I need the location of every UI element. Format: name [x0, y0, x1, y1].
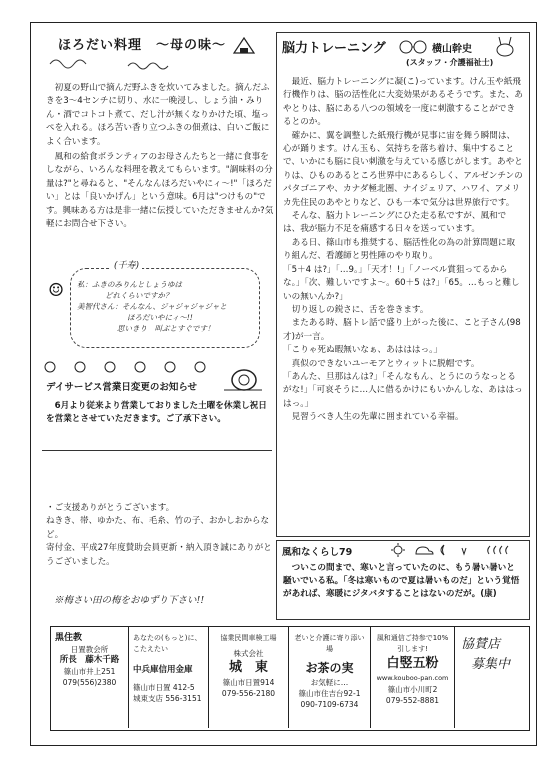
ad-ochanomi — [289, 627, 371, 728]
article-paragraph: ある日、篠山市も推奨する、脳活性化の為の計算問題に取り組んだ、看護師と男性陣のやり取り。 — [283, 237, 516, 262]
ad-line: 日置教会所 — [70, 645, 109, 654]
rabbit-icon — [492, 36, 518, 58]
ad-kurozumi — [51, 627, 129, 728]
onigiri-icon — [232, 36, 256, 56]
footer-handwritten: ※梅さい田の梅をおゆずり下さい!! — [54, 595, 205, 606]
article-paragraph: 見習うべき人生の先輩に囲まれている幸福。 — [283, 412, 464, 423]
note-line: 美智代さん：そんなん、ジャジャジャジャと — [77, 302, 227, 311]
left-title: ほろだい料理 ～母の味～ — [58, 38, 227, 53]
ad-shinkin — [129, 627, 209, 728]
ad-line: 篠山市小川町2 — [387, 685, 438, 694]
article-paragraph: またある時、脳トレ話で盛り上がった後に、こと子さん(98才)が一言。 — [283, 318, 521, 342]
author-name: 横山幹史 — [432, 44, 472, 55]
recipe-text: 初夏の野山で摘んだ野ふきを炊いてみました。摘んだふきを3～4センチに切り、水に一晩浸し、しょう油・みりん・酒でコトコト煮て、だし汁が無くなりかけた頃、塩っぺを入れる。ほろ苦い香り立つふきの佃煮は、白いご飯によく合います。 風和の給食ボランティアのお母さんたちと一緒に食事をしながら、いろんな料理を教えてもらいます。"調味料の分量は?"と尋ねると、"そんなんほろだいやにィ～!"「ほろだい」とは「良いかげん」という意味。6月は"つけもの"です。興味ある方は是非一緒に伝授していただきませんか?気軽にお問合せ下さい。 — [46, 82, 274, 231]
article-paragraph: 「あんた、旦那はんは?」「そんなもん、とうにのうなっとるがな!」「可哀そうに…人に借るかけにもいかんしな、あははっはっ。」 — [283, 371, 523, 409]
ad-recruit — [455, 627, 527, 728]
ad-line: 篠山市日置 412-5 — [133, 683, 195, 692]
handwritten-note — [70, 261, 260, 348]
article-paragraph: 切り返しの鋭さに、舌を巻きます。 — [283, 304, 429, 315]
snail-icon — [222, 364, 266, 394]
article-paragraph: 確かに、翼を調整した紙飛行機が見事に宙を舞う瞬間は、心が踊ります。けん玉も、気持ちを落ち着け、集中することで、いかにも脳に良い刺激を与えている感じがします。あやとりは、ひものあるところ世界中にあるらしく、アルゼンチンのパタゴニアや、カナダ極北圏、ナイジェリア、ハワイ、アメリカ先住民のあやとりなど、ひも一本で気分は世界旅行です。 — [283, 130, 523, 208]
ad-bakery — [371, 627, 455, 728]
ad-line: 老いと介護に寄り添い場 — [294, 634, 365, 653]
ad-line: 募集中 — [471, 657, 511, 672]
note-line: ほろだいやにィ～!! — [127, 313, 193, 322]
ad-line: 城東支店 556-3151 — [133, 694, 202, 703]
person-sketch-icon: ☺ — [48, 280, 65, 301]
ad-line: 協業民間車検工場 — [220, 634, 277, 642]
dayservice-text: 6月より従来より営業しておりました土曜を休業し祝日を営業とさせていただきます。ご了承下さい。 — [46, 401, 267, 425]
ad-line: 篠山市日置914 — [222, 678, 275, 687]
note-label: (千寿) — [111, 261, 142, 272]
ad-line: 中兵庫信用金庫 — [133, 665, 193, 675]
ad-line: 所長 藤木千路 — [59, 655, 120, 665]
ad-line: 風和通信ご持参で10%引します! — [376, 634, 449, 653]
ad-line: 090-7109-6734 — [300, 700, 359, 709]
ad-joto — [209, 627, 289, 728]
ad-line: 株式会社 — [233, 649, 264, 658]
ad-line: あなたの(もっと)に、こたえたい — [133, 634, 202, 653]
right-title: 脳力トレーニング — [282, 41, 386, 56]
ad-line: 城 東 — [228, 660, 268, 675]
volunteer-text: 風和の給食ボランティアのお母さんたちと一緒に食事をしながら、いろんな料理を教えてもらいます。"調味料の分量は?"と尋ねると、"そんなんほろだいやにィ～!"「ほろだい」とは「良いかげん」という意味。6月は"つけもの"です。興味ある方は是非一緒に伝授していただきませんか?気軽にお問合せ下さい。 — [46, 152, 274, 230]
article-paragraph: そんな、脳力トレーニングにひた走る私ですが、風和では、我が脳力不足を痛感する日々を送っています。 — [283, 211, 507, 235]
sponsor-ad-row — [50, 626, 530, 731]
ad-line: お茶の実 — [305, 661, 354, 675]
weather-icons — [390, 542, 524, 558]
separator-line — [42, 450, 272, 451]
ad-line: 黒住教 — [55, 633, 83, 643]
ad-line: 079-552-8881 — [385, 696, 440, 705]
note-line: 私：ふきのみりんとしょうゆは — [77, 280, 182, 289]
author-role: (スタッフ・介護福祉士) — [406, 58, 494, 67]
article-paragraph: 最近、脳力トレーニングに凝(こ)っています。けん玉や紙飛行機作りは、脳の活性化に大変効果があるそうです。また、あやとりは、脳にある八つの領域を一度に刺激することができるとのか。 — [283, 77, 523, 128]
article-paragraph: 「こりゃ死ぬ暇無いなぁ、あはははっ。」 — [283, 345, 442, 356]
brain-article — [283, 76, 523, 425]
support-text: ・ご支援ありがとうございます。 ねきき、帯、ゆかた、布、毛糸、竹の子、おかしおからなど。 寄付金、平成27年度賛助会員更新・納入頂き誠にありがとうございました。 — [46, 503, 272, 567]
ad-line: 篠山市住吉台92-1 — [298, 689, 361, 698]
glasses-face-icon — [398, 38, 428, 56]
fuwa-text: ついこの間まで、寒いと言っていたのに、もう暑い暑いと騒いでいる私。「冬は寒いもので夏は暑いものだ」という覚悟があれば、寒暖にジタバタすることはないのだが。(康) — [283, 563, 520, 599]
note-line: 思いきり 叫ぶとすぐです！ — [117, 324, 215, 333]
ad-line: お気軽に… — [310, 678, 349, 687]
article-paragraph: 真似のできないユーモアとウィットに脱帽です。 — [283, 358, 480, 369]
note-line: どれくらいですか？ — [105, 291, 173, 300]
ad-line: 協賛店 — [461, 637, 501, 652]
decor-wave-icon — [48, 54, 278, 70]
fuwa-title: 風和なくらし79 — [282, 547, 353, 558]
ad-line: www.kouboo-pan.com — [376, 674, 449, 682]
flower-row-icon — [40, 358, 210, 376]
ad-line: 079-556-2180 — [221, 689, 276, 698]
article-paragraph: 「5＋4 は?」「…9。」「天才！!」「ノーベル賞狙ってるからな。」「次、難しいですよ～。60＋5 は?」「65。…もっと難しいの無いんか?」 — [283, 264, 520, 302]
dayservice-title: デイサービス営業日変更のお知らせ — [46, 382, 198, 393]
ad-line: 079(556)2380 — [62, 678, 117, 687]
ad-line: 篠山市井上251 — [63, 667, 116, 676]
ad-line: 白竪五粉 — [386, 656, 439, 671]
